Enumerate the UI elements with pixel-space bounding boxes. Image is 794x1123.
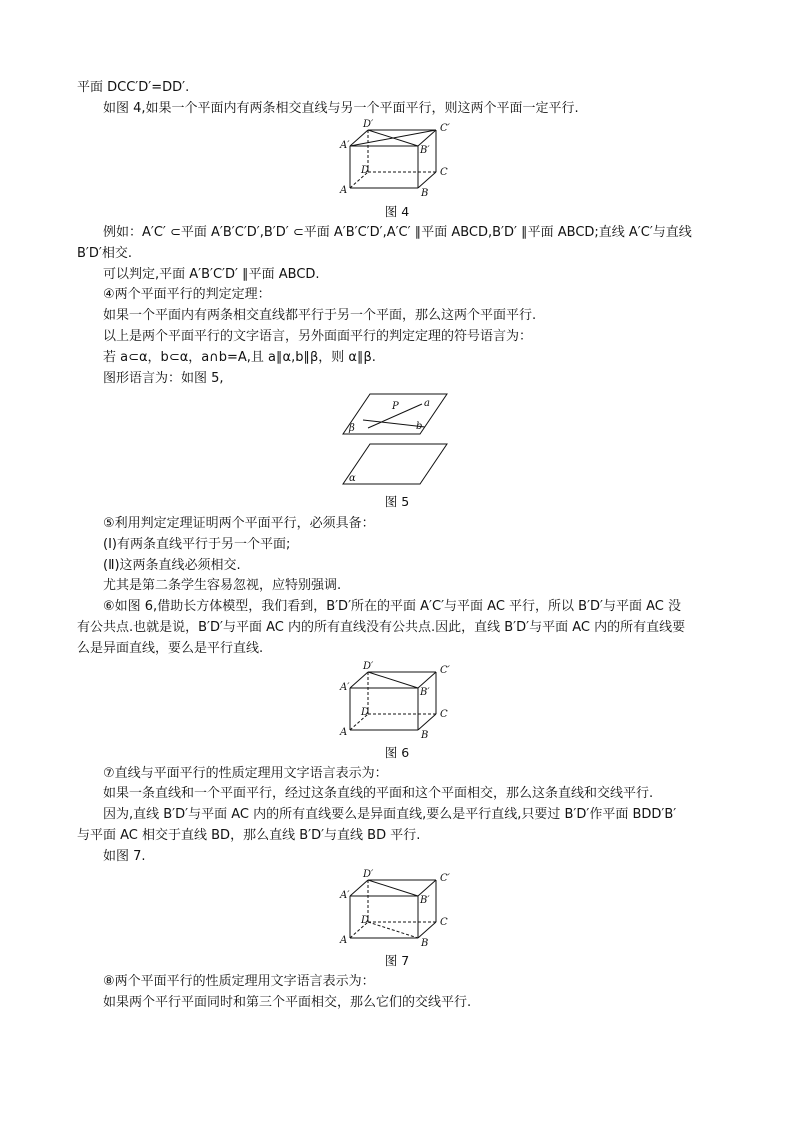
figure-caption: 图 6 (384, 745, 410, 760)
plane-label: β (349, 423, 355, 434)
text-line: 如果两个平行平面同时和第三个平面相交，那么它们的交线平行. (103, 995, 472, 1010)
text-line: 尤其是第二条学生容易忽视，应特别强调. (103, 578, 342, 593)
point-label: P (392, 401, 399, 412)
parallel-planes-figure-5 (340, 392, 450, 488)
vertex-label: A (340, 727, 348, 738)
vertex-label: D (361, 915, 370, 926)
vertex-label: C (440, 167, 448, 178)
vertex-label: A′ (340, 890, 350, 901)
text-line: 以上是两个平面平行的文字语言，另外面面平行的判定定理的符号语言为： (103, 329, 533, 344)
vertex-label: D (361, 707, 370, 718)
vertex-label: D (361, 165, 370, 176)
text-line: 若 a⊂α，b⊂α，a∩b=A,且 a∥α,b∥β，则 α∥β. (103, 350, 376, 365)
text-line: 如果一条直线和一个平面平行，经过这条直线的平面和这个平面相交，那么这条直线和交线平行. (103, 786, 654, 801)
text-line: 平面 DCC′D′=DD′. (77, 80, 190, 95)
figure-caption: 图 4 (384, 204, 410, 219)
figure-caption: 图 7 (384, 953, 410, 968)
text-line: 如图 4,如果一个平面内有两条相交直线与另一个平面平行，则这两个平面一定平行. (103, 101, 579, 116)
vertex-label: B (421, 938, 429, 949)
plane-label: α (349, 473, 356, 484)
vertex-label: C (440, 917, 448, 928)
text-line: ⑥如图 6,借助长方体模型，我们看到，B′D′所在的平面 A′C′与平面 AC 平行，所以 B′D′与平面 AC 没 (103, 599, 682, 614)
vertex-label: D′ (363, 661, 374, 672)
line-label: b (416, 421, 423, 432)
text-line: ⑦直线与平面平行的性质定理用文字语言表示为： (103, 766, 388, 781)
text-line: 有公共点.也就是说，B′D′与平面 AC 内的所有直线没有公共点.因此，直线 B′D′与平面 AC 内的所有直线要 (77, 620, 686, 635)
vertex-label: A (340, 185, 348, 196)
text-line: 图形语言为：如图 5, (103, 371, 224, 386)
text-line: ⑧两个平面平行的性质定理用文字语言表示为： (103, 974, 375, 989)
text-line: 例如：A′C′ ⊂平面 A′B′C′D′,B′D′ ⊂平面 A′B′C′D′,A′C′ ∥平面 ABCD,B′D′ ∥平面 ABCD;直线 A′C′与直线 (103, 225, 692, 240)
vertex-label: C (440, 709, 448, 720)
vertex-label: A (340, 935, 348, 946)
text-line: (Ⅱ)这两条直线必须相交. (103, 558, 241, 573)
vertex-label: B (421, 730, 429, 741)
text-line: (Ⅰ)有两条直线平行于另一个平面; (103, 537, 291, 552)
text-line: B′D′相交. (77, 246, 132, 261)
figure-caption: 图 5 (384, 494, 410, 509)
vertex-label: C′ (440, 665, 450, 676)
vertex-label: D′ (363, 119, 374, 130)
text-line: 可以判定,平面 A′B′C′D′ ∥平面 ABCD. (103, 267, 320, 282)
vertex-label: A′ (340, 140, 350, 151)
vertex-label: B′ (420, 895, 430, 906)
line-label: a (424, 398, 430, 409)
vertex-label: B′ (420, 687, 430, 698)
text-line: 因为,直线 B′D′与平面 AC 内的所有直线要么是异面直线,要么是平行直线,只要过 B′D′作平面 BDD′B′ (103, 807, 677, 822)
vertex-label: B′ (420, 145, 430, 156)
text-line: 与平面 AC 相交于直线 BD，那么直线 B′D′与直线 BD 平行. (77, 828, 421, 843)
vertex-label: C′ (440, 123, 450, 134)
cuboid-figure-4 (330, 118, 470, 200)
vertex-label: A′ (340, 682, 350, 693)
text-line: ④两个平面平行的判定定理： (103, 287, 271, 302)
cuboid-figure-7 (330, 868, 470, 950)
vertex-label: D′ (363, 869, 374, 880)
text-line: 么是异面直线，要么是平行直线. (77, 641, 264, 656)
text-line: 如图 7. (103, 849, 146, 864)
text-line: 如果一个平面内有两条相交直线都平行于另一个平面，那么这两个平面平行. (103, 308, 537, 323)
vertex-label: C′ (440, 873, 450, 884)
text-line: ⑤利用判定定理证明两个平面平行，必须具备： (103, 516, 375, 531)
cuboid-figure-6 (330, 660, 470, 742)
vertex-label: B (421, 188, 429, 199)
